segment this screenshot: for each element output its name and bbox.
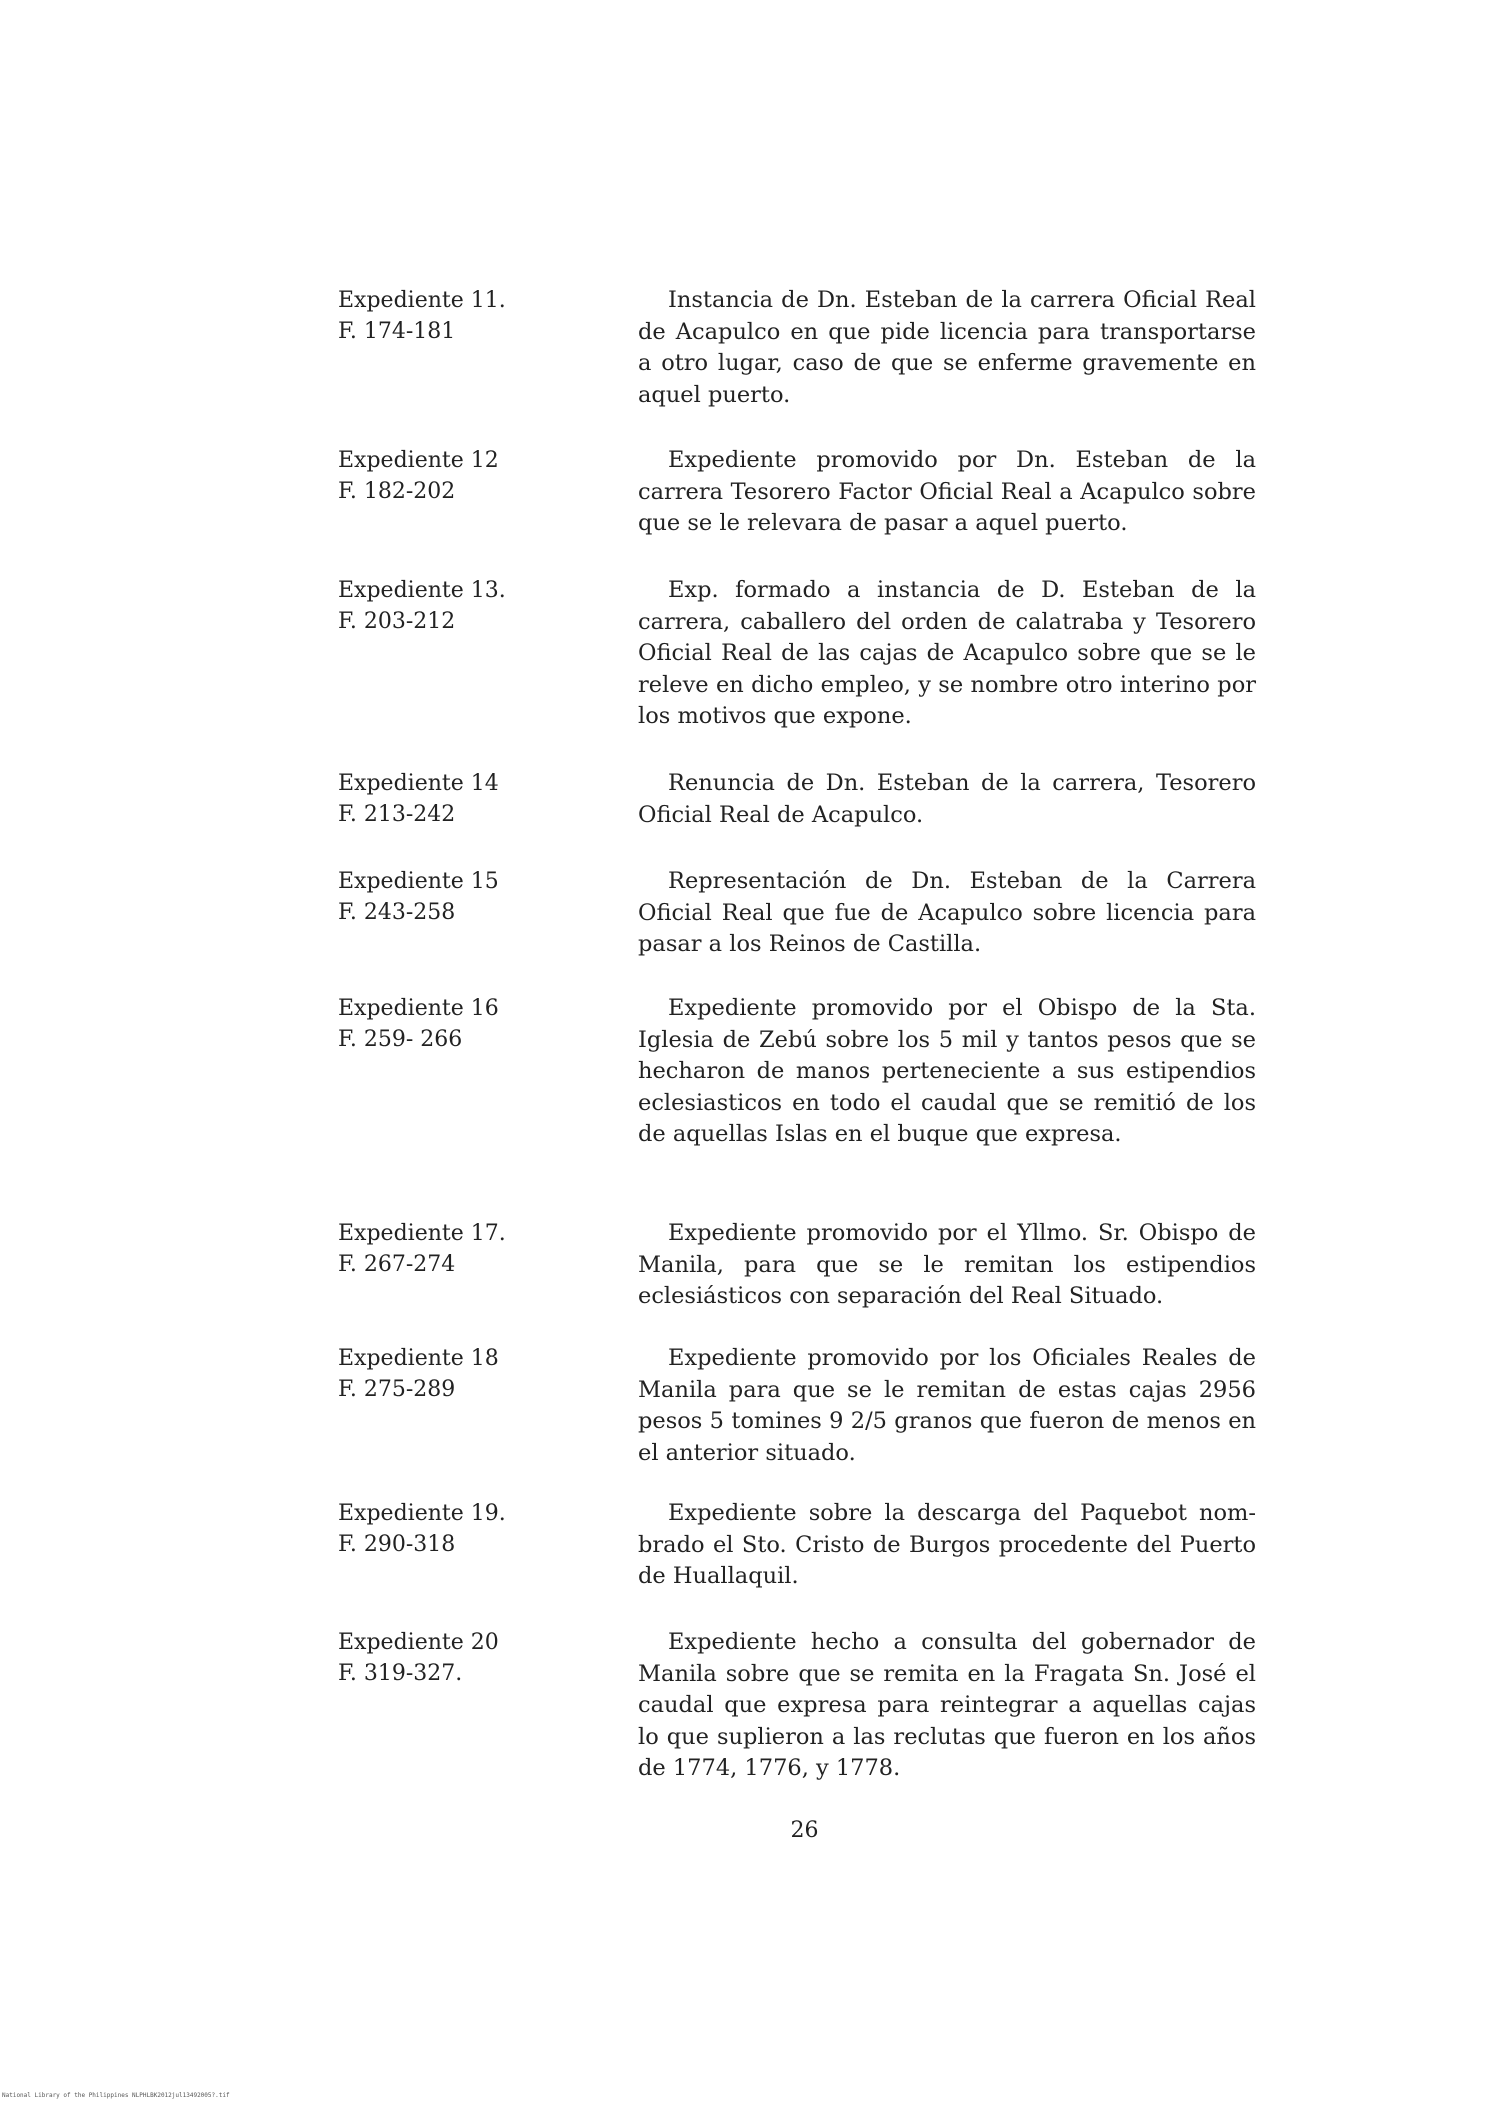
entry-folios: F. 243-258 (338, 900, 456, 925)
entry-reference (338, 1343, 598, 1405)
entry-reference (338, 993, 598, 1055)
entry-description: Expediente hecho a consulta del gobernador de Manila sobre que se remita en la Fragata Sn. José el caudal que expresa para reintegrar a aquellas cajas lo que suplieron a las reclutas que fueron en los años de 1774, 1776, y 1778. (638, 1629, 1256, 1781)
entry-title: Expediente 12 (338, 448, 499, 473)
entry-folios: F. 174-181 (338, 319, 456, 344)
entry-folios: F. 267-274 (338, 1252, 456, 1277)
entry-reference (338, 575, 598, 637)
entry-title: Expediente 16 (338, 996, 499, 1021)
entry-title: Expediente 13. (338, 578, 506, 603)
entry-title: Expediente 20 (338, 1630, 499, 1655)
entry-title: Expediente 14 (338, 771, 499, 796)
entry-reference (338, 1627, 598, 1689)
entry-description: Renuncia de Dn. Esteban de la carrera, Tesorero Oficial Real de Acapulco. (638, 770, 1256, 828)
entry-reference (338, 866, 598, 928)
entry-description: Instancia de Dn. Esteban de la carrera Oficial Real de Acapulco en que pide licencia para transportarse a otro lugar, caso de que se enferme gravemente en aquel puerto. (638, 287, 1256, 408)
entry-folios: F. 182-202 (338, 479, 456, 504)
scan-footer: National Library of the Philippines NLPHLBK2012jul13492005?.tif (2, 2092, 230, 2099)
entry-reference (338, 1498, 598, 1560)
entry-title: Expediente 18 (338, 1346, 499, 1371)
entry-description: Expediente promovido por Dn. Esteban de la carrera Tesorero Factor Oficial Real a Acapulco sobre que se le relevara de pasar a aquel puerto. (638, 447, 1256, 536)
entry-reference (338, 768, 598, 830)
entry-folios: F. 290-318 (338, 1532, 456, 1557)
entry-folios: F. 203-212 (338, 609, 456, 634)
entry-reference (338, 285, 598, 347)
entry-title: Expediente 19. (338, 1501, 506, 1526)
entry-folios: F. 319-327. (338, 1661, 463, 1686)
entry-reference (338, 445, 598, 507)
entry-title: Expediente 11. (338, 288, 506, 313)
entry-description: Expediente promovido por el Yllmo. Sr. Obispo de Manila, para que se le remitan los estipendios eclesiásticos con separación del Real Situado. (638, 1220, 1256, 1309)
entry-description: Expediente promovido por el Obispo de la Sta. Iglesia de Zebú sobre los 5 mil y tantos pesos que se hecharon de manos perteneciente a sus estipendios eclesiasticos en todo el caudal que se remitió de los de aquellas Islas en el buque que expresa. (638, 995, 1256, 1147)
entry-description: Expediente sobre la descarga del Paquebot nombrado el Sto. Cristo de Burgos procedente del Puerto de Huallaquil. (638, 1500, 1256, 1589)
entry-folios: F. 275-289 (338, 1377, 456, 1402)
entry-folios: F. 259- 266 (338, 1027, 463, 1052)
page-number: 26 (790, 1818, 819, 1843)
entry-description: Representación de Dn. Esteban de la Carrera Oficial Real que fue de Acapulco sobre licencia para pasar a los Reinos de Castilla. (638, 868, 1256, 957)
entry-folios: F. 213-242 (338, 802, 456, 827)
entry-description: Exp. formado a instancia de D. Esteban de la carrera, caballero del orden de calatraba y Tesorero Oficial Real de las cajas de Acapulco sobre que se le releve en dicho empleo, y se nombre otro interino por los motivos que expone. (638, 577, 1256, 729)
entry-title: Expediente 15 (338, 869, 499, 894)
entry-reference (338, 1218, 598, 1280)
entry-description: Expediente promovido por los Oficiales Reales de Manila para que se le remitan de estas cajas 2956 pesos 5 tomines 9 2/5 granos que fueron de menos en el anterior situado. (638, 1345, 1256, 1466)
entry-title: Expediente 17. (338, 1221, 506, 1246)
